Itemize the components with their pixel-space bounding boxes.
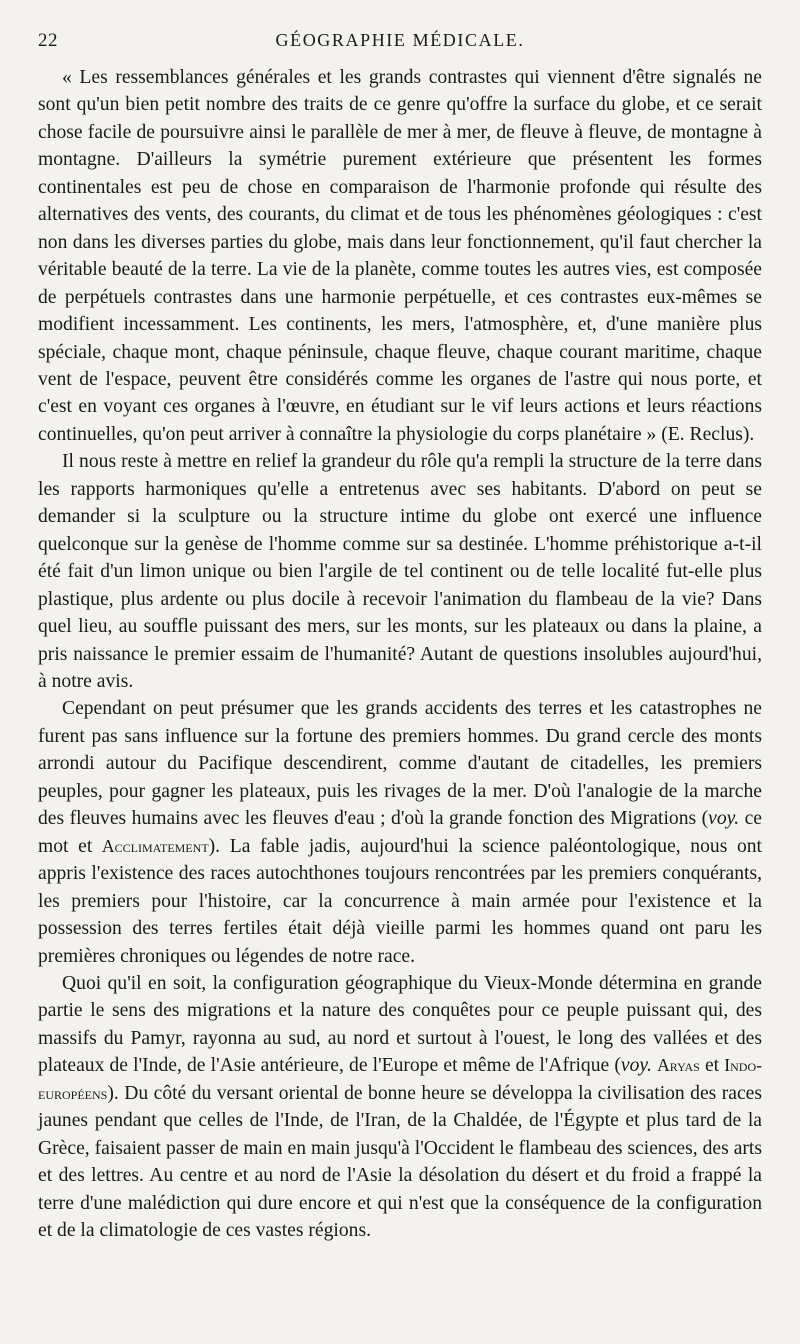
paragraph-3-text-end: ). La fable jadis, aujourd'hui la science paléontologique, nous ont appris l'existence des races autochthones toujours rencontrées par les premiers conquérants, les premiers pour l'histoire, car la concurrence à main armée pour l'existence et la possession des terres fertiles était déjà vieille parmi les hommes quand ont paru les premières chroniques ou légendes de notre race. (38, 835, 762, 967)
running-head (38, 30, 762, 58)
paragraph-2 (38, 448, 762, 695)
paragraph-3-text-join: ce mot et (38, 808, 763, 857)
paragraph-2-text: Il nous reste à mettre en relief la grandeur du rôle qu'a rempli la structure de la terre dans les rapports harmoniques qu'elle a entretenus avec ses habitants. D'abord on peut se demander si la sculpture ou la structure intime du globe ont exercé une influence quelconque sur la genèse de l'homme comme sur sa destinée. L'homme préhistorique a-t-il été fait d'un limon unique ou bien l'argile de tel continent ou de telle localité fut-elle plus plastique, plus ardente ou plus docile à recevoir l'animation du flambeau de la vie? Dans quel lieu, au souffle puissant des mers, sur les monts, sur les plateaux ou dans la plaine, a pris naissance le premier essaim de l'humanité? Autant de questions insolubles aujourd'hui, à notre avis. (38, 451, 762, 692)
paragraph-3 (38, 695, 762, 970)
cross-reference-voy: voy. (708, 808, 740, 830)
paragraph-1-text: « Les ressemblances générales et les grands contrastes qui viennent d'être signalés ne sont qu'un bien petit nombre des traits de ce genre qu'offre la surface du globe, et ce serait chose facile de poursuivre ainsi le parallèle de mer à mer, de fleuve à fleuve, de montagne à montagne. D'ailleurs la symétrie purement extérieure que présentent les formes continentales est peu de chose en comparaison de l'harmonie profonde qui résulte des alternatives des vents, des courants, du climat et de tous les phénomènes géologiques : c'est non dans les diverses parties du globe, mais dans leur fonctionnement, qu'il faut chercher la véritable beauté de la terre. La vie de la planète, comme toutes les autres vies, est composée de perpétuels contrastes dans une harmonie perpétuelle, et ces contrastes eux-mêmes se modifient incessamment. Les continents, les mers, l'atmosphère, et, d'une manière plus spéciale, chaque mont, chaque péninsule, chaque fleuve, chaque courant maritime, chaque vent de l'espace, peuvent être considérés comme les organes de l'astre qui nous porte, et c'est en voyant ces organes à l'œuvre, en étudiant sur le vif leurs actions et leurs réactions continuelles, qu'on peut arriver à connaître la physiologie du corps planétaire » (E. Reclus). (38, 67, 762, 445)
paragraph-4 (38, 970, 762, 1245)
cross-reference-indo-europeens: Indo-européens (38, 1055, 763, 1103)
cross-reference-voy: voy. (620, 1055, 652, 1077)
paragraph-1 (38, 64, 762, 448)
paragraph-4-text-end: ). Du côté du versant oriental de bonne heure se développa la civilisation des races jaunes pendant que celles de l'Inde, de l'Iran, de la Chaldée, de l'Égypte et plus tard de la Grèce, faisaient passer de main en main jusqu'à l'Occident le flambeau des sciences, des arts et des lettres. Au centre et au nord de l'Asie la désolation du désert et du froid a frappé la terre d'une malédiction qui dure encore et qui n'est que la conséquence de la configuration et de la climatologie de ces vastes régions. (38, 1082, 762, 1242)
paragraph-4-text-join: et (699, 1055, 725, 1077)
paragraph-3-text: Cependant on peut présumer que les grands accidents des terres et les catastrophes ne furent pas sans influence sur la fortune des premiers hommes. Du grand cercle des monts arrondi autour du Pacifique descendirent, comme d'autant de citadelles, les premiers peuples, pour gagner les plateaux, puis les rivages de la mer. D'où l'analogie de la marche des fleuves humains avec les fleuves d'eau ; d'où la grande fonction des Migrations ( (38, 698, 762, 830)
body-text (38, 64, 762, 1244)
cross-reference-aryas: Aryas (657, 1055, 700, 1076)
running-title: GÉOGRAPHIE MÉDICALE. (275, 30, 525, 50)
paragraph-4-text: Quoi qu'il en soit, la configuration géographique du Vieux-Monde détermina en grande partie le sens des migrations et la nature des conquêtes pour ce peuple puissant qui, des massifs du Pamyr, rayonna au sud, au nord et surtout à l'ouest, le long des vallées et des plateaux de l'Inde, de l'Asie antérieure, de l'Europe et même de l'Afrique ( (38, 972, 762, 1077)
cross-reference-acclimatement: Acclimatement (101, 835, 209, 856)
page-number: 22 (38, 30, 58, 51)
